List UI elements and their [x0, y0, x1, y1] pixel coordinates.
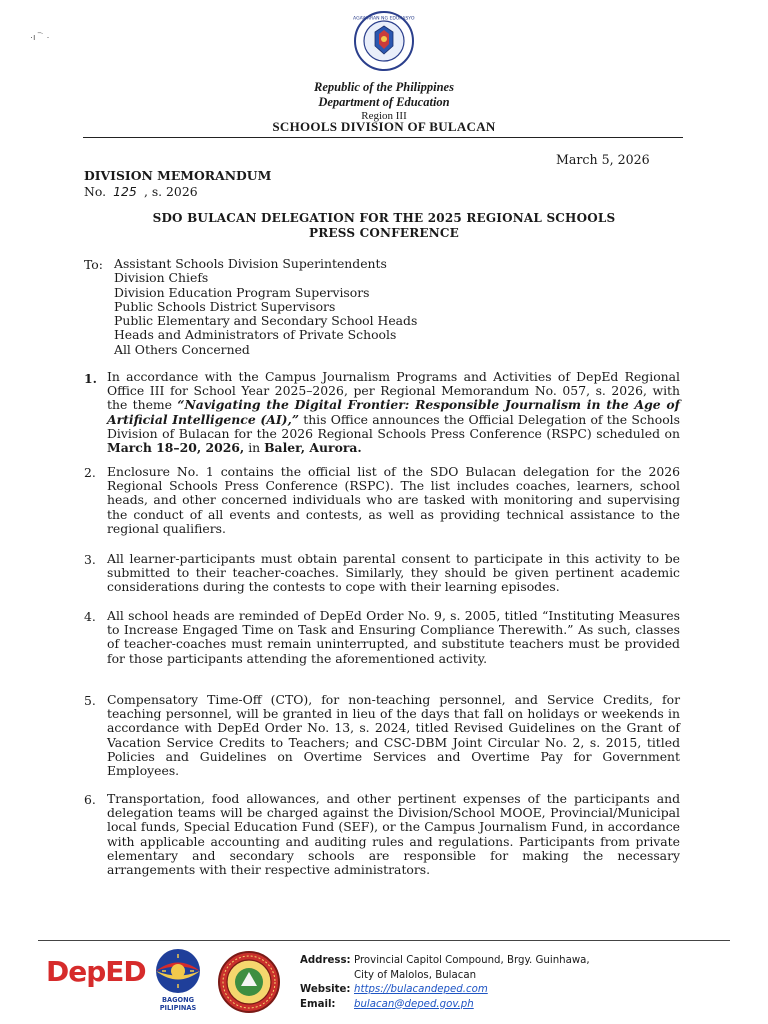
region-line: Region III: [361, 110, 407, 122]
republic-line: Republic of the Philippines: [314, 80, 454, 94]
recipient-item: Division Education Program Supervisors: [114, 284, 370, 300]
recipient-item: All Others Concerned: [114, 341, 250, 357]
paragraph-2: Enclosure No. 1 contains the official list of the SDO Bulacan delegation for the 2026 Regional Schools Press Conference (RSPC). The list includes coaches, learners, school heads, and other concerned individuals who are tasked with monitoring and supervising the conduct of all events and contests, as well as providing technical assistance to the regional qualifiers.: [107, 464, 680, 536]
p1-text-c: in: [244, 440, 265, 456]
p1-venue: Baler, Aurora.: [264, 440, 362, 456]
header-rule: [83, 137, 683, 138]
address-line2: City of Malolos, Bulacan: [354, 969, 477, 981]
paragraph-1: [107, 370, 680, 455]
email-label: Email:: [300, 998, 336, 1010]
recipients-label: To:: [84, 257, 103, 272]
memo-number: [84, 184, 198, 199]
recipient-item: Public Schools District Supervisors: [114, 298, 336, 314]
seal-text: KAGAWARAN NG EDUKASYON: [353, 16, 415, 22]
email-link[interactable]: bulacan@deped.gov.ph: [354, 998, 474, 1010]
memo-title-line1: SDO BULACAN DELEGATION FOR THE 2025 REGIONAL SCHOOLS: [152, 211, 616, 225]
recipient-item: Public Elementary and Secondary School Heads: [114, 313, 418, 329]
sdo-bulacan-seal-icon: [217, 950, 281, 1014]
paragraph-4: All school heads are reminded of DepEd Order No. 9, s. 2005, titled “Instituting Measures to Increase Engaged Time on Task and Ensuring Compliance Therewith.” As such, classes of teacher-coaches must remain uninterrupted, and substitute teachers must be provided for those participants attending the aforementioned activity.: [107, 608, 680, 666]
paragraph-number: 3.: [84, 552, 96, 567]
deped-logo: [46, 955, 146, 988]
recipient-item: Division Chiefs: [114, 270, 209, 286]
p1-text-a: In accordance with the Campus Journalism Programs and Activities of DepEd Regional Office III for School Year 2025–2026, per Regional Memorandum No. 057, s. 2026, with the theme: [107, 369, 680, 413]
paragraph-number: 5.: [84, 693, 96, 708]
department-line: Department of Education: [318, 95, 450, 109]
deped-logo-text: DepED: [46, 955, 146, 988]
p1-theme: “Navigating the Digital Frontier: Responsible Journalism in the Age of Artificial Intelligence (AI),”: [107, 397, 680, 427]
paragraph-number: 4.: [84, 609, 96, 624]
recipient-item: Assistant Schools Division Superintendents: [114, 256, 387, 271]
paragraph-6: Transportation, food allowances, and other pertinent expenses of the participants and delegation teams will be charged against the Division/School MOOE, Provincial/Municipal local funds, Special Education Fund (SEF), or the Campus Journalism Fund, in accordance with applicable accounting and auditing rules and regulations. Participants from private elementary and secondary schools are responsible for making the necessary arrangements with their respective administrators.: [107, 791, 680, 878]
memo-title-line2: PRESS CONFERENCE: [308, 226, 459, 240]
website-label: Website:: [300, 984, 351, 995]
bagong-pilipinas-text: BAGONG PILIPINAS: [159, 996, 197, 1012]
footer-rule: [38, 940, 730, 941]
p1-text-b: this Office announces the Official Delegation of the Schools Division of Bulacan for the 2026 Regional Schools Press Conference (RSPC) scheduled on: [107, 411, 680, 441]
deped-seal-icon: [353, 10, 415, 72]
recipient-item: Heads and Administrators of Private Schools: [114, 327, 397, 343]
paragraph-number: 2.: [84, 465, 96, 480]
website-link[interactable]: https://bulacandeped.com: [354, 984, 488, 995]
paragraph-number: 1.: [84, 371, 97, 386]
memo-number-prefix: No.: [84, 184, 107, 199]
division-name: SCHOOLS DIVISION OF BULACAN: [272, 119, 496, 134]
address-label: Address:: [300, 955, 351, 966]
scan-mark: ·ı ‾˙ ·: [30, 32, 50, 42]
bagong-pilipinas-logo: [144, 946, 212, 1012]
p1-dates: March 18–20, 2026,: [107, 440, 245, 456]
memo-series: , s. 2026: [143, 184, 198, 199]
paragraph-5: Compensatory Time-Off (CTO), for non-teaching personnel, and Service Credits, for teaching personnel, will be granted in lieu of the days that fall on holidays or weekends in accordance with DepEd Order No. 13, s. 2024, titled Revised Guidelines on the Grant of Vacation Service Credits to Teachers; and CSC-DBM Joint Circular No. 2, s. 2015, titled Policies and Guidelines on Overtime Services and Overtime Pay for Government Employees.: [107, 692, 680, 779]
address-line1: Provincial Capitol Compound, Brgy. Guinhawa,: [354, 955, 590, 966]
memo-date: March 5, 2026: [556, 152, 650, 167]
memo-number-value: 125: [113, 184, 137, 199]
paragraph-number: 6.: [84, 792, 96, 807]
paragraph-3: All learner-participants must obtain parental consent to participate in this activity to be submitted to their teacher-coaches. Similarly, they should be given pertinent academic considerations during the contests to cope with their learning episodes.: [107, 551, 680, 595]
footer-contact: [300, 954, 590, 1012]
recipient-list: [114, 257, 417, 357]
bagong-pilipinas-icon: [144, 946, 212, 996]
memo-type: DIVISION MEMORANDUM: [84, 168, 272, 183]
